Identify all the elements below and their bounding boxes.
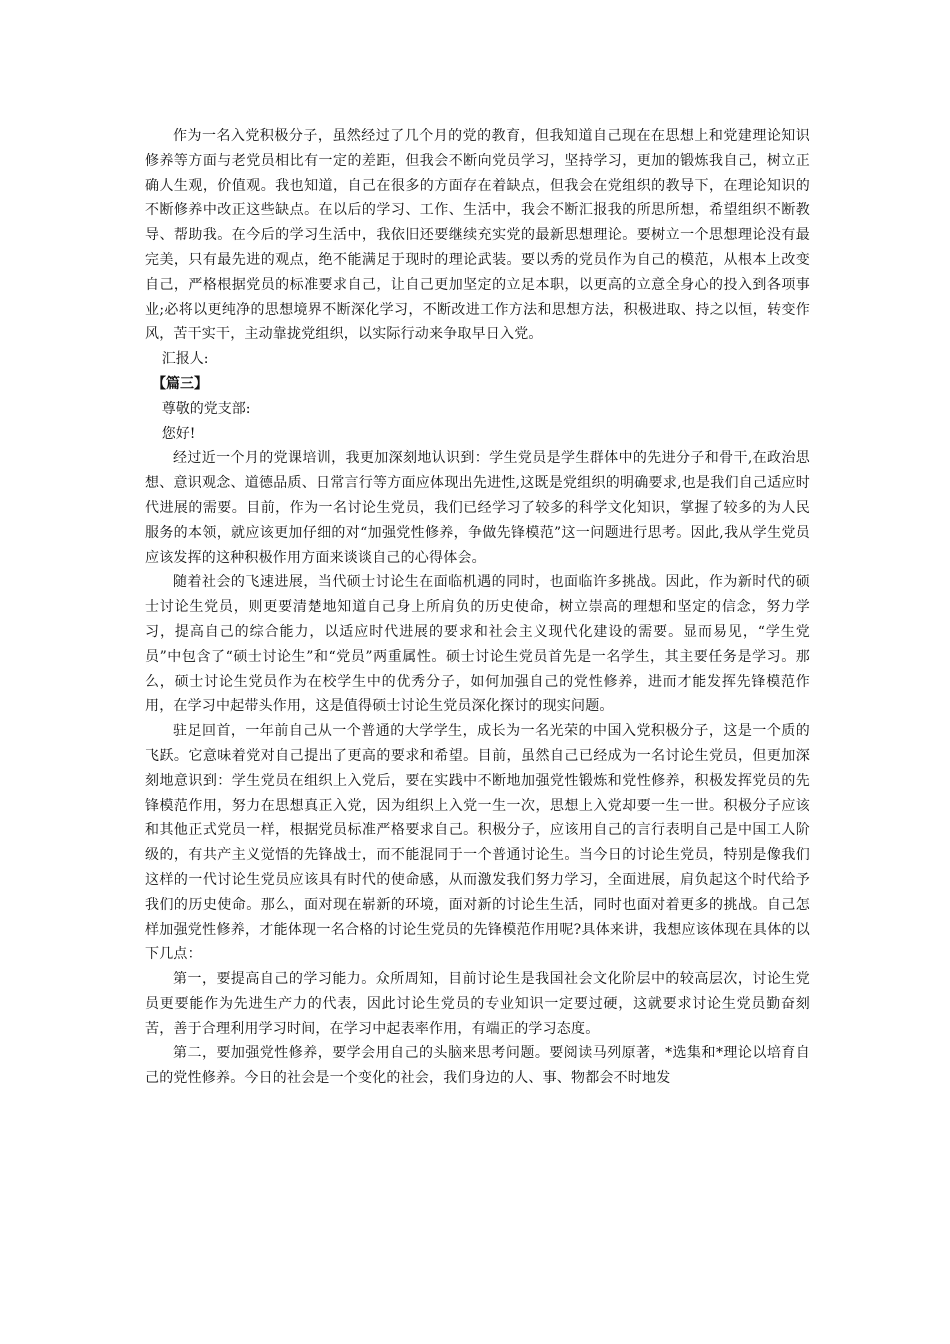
greeting: 您好! [161,425,196,442]
reporter-line: 汇报人: [161,351,209,368]
paragraph-reflection: 驻足回首，一年前自己从一个普通的大学学生，成长为一名光荣的中国入党积极分子，这是一个质的飞跃。它意味着党对自己提出了更高的要求和希望。目前，虽然自己已经成为一名讨论生党员，但更加深刻地意识到：学生党员在组织上入党后，要在实践中不断地加强党性锻炼和党性修养，积极发挥党员的先锋模范作用，努力在思想真正入党，因为组织上入党一生一次，思想上入党却要一生一世。积极分子应该和其他正式党员一样，根据党员标准严格要求自己。积极分子，应该用自己的言行表明自己是中国工人阶级的，有共产主义觉悟的先锋战士，而不能混同于一个普通讨论生。当今日的讨论生党员，特别是像我们这样的一代讨论生党员应该具有时代的使命感，从而激发我们努力学习，全面进展，肩负起这个时代给予我们的历史使命。那么，面对现在崭新的环境，面对新的讨论生生活，同时也面对着更多的挑战。自己怎样加强党性修养，才能体现一名合格的讨论生党员的先锋模范作用呢?具体来讲，我想应该体现在具体的以下几点： [145,723,810,963]
paragraph-party-course: 经过近一个月的党课培训，我更加深刻地认识到：学生党员是学生群体中的先进分子和骨干,在政治思想、意识观念、道德品质、日常言行等方面应体现出先进性,这既是党组织的明确要求,也是我们自己适应时代进展的需要。目前，作为一名讨论生党员，我们已经学习了较多的科学文化知识，掌握了较多的为人民服务的本领，就应该更加仔细的对“加强党性修养，争做先锋模范”这一问题进行思考。因此,我从学生党员应该发挥的这种积极作用方面来谈谈自己的心得体会。 [145,450,810,566]
salutation: 尊敬的党支部: [161,400,251,417]
paragraph-point-two: 第二，要加强党性修养，要学会用自己的头脑来思考问题。要阅读马列原著，*选集和*理论以培育自己的党性修养。今日的社会是一个变化的社会，我们身边的人、事、物都会不时地发 [145,1045,810,1087]
paragraph-point-one: 第一，要提高自己的学习能力。众所周知，目前讨论生是我国社会文化阶层中的较高层次，讨论生党员更要能作为先进生产力的代表，因此讨论生党员的专业知识一定要过硬，这就要求讨论生党员勤奋刻苦，善于合理利用学习时间，在学习中起表率作用，有端正的学习态度。 [145,971,810,1037]
section-title: 【篇三】 [152,375,208,392]
document-page [145,124,810,1091]
paragraph-challenges: 随着社会的飞速进展，当代硕士讨论生在面临机遇的同时，也面临许多挑战。因此，作为新时代的硕士讨论生党员，则更要清楚地知道自己身上所肩负的历史使命，树立崇高的理想和坚定的信念，努力学习，提高自己的综合能力，以适应时代进展的要求和社会主义现代化建设的需要。显而易见，“学生党员”中包含了“硕士讨论生”和“党员”两重属性。硕士讨论生党员首先是一名学生，其主要任务是学习。那么，硕士讨论生党员作为在校学生中的优秀分子，如何加强自己的党性修养，进而才能发挥先锋模范作用，在学习中起带头作用，这是值得硕士讨论生党员深化探讨的现实问题。 [145,574,810,715]
paragraph-commitment: 作为一名入党积极分子，虽然经过了几个月的党的教育，但我知道自己现在在思想上和党建理论知识修养等方面与老党员相比有一定的差距，但我会不断向党员学习，坚持学习，更加的锻炼我自己，树立正确人生观，价值观。我也知道，自己在很多的方面存在着缺点，但我会在党组织的教导下，在理论知识的不断修养中改正这些缺点。在以后的学习、工作、生活中，我会不断汇报我的所思所想，希望组织不断教导、帮助我。在今后的学习生活中，我依旧还要继续充实党的最新思想理论。要树立一个思想理论没有最完美，只有最先进的观点，绝不能满足于现时的理论武装。要以秀的党员作为自己的模范，从根本上改变自己，严格根据党员的标准要求自己，让自己更加坚定的立足本职，以更高的立意全身心的投入到各项事业;必将以更纯净的思想境界不断深化学习，不断改进工作方法和思想方法，积极进取、持之以恒，转变作风，苦干实干，主动靠拢党组织，以实际行动来争取早日入党。 [145,128,810,343]
